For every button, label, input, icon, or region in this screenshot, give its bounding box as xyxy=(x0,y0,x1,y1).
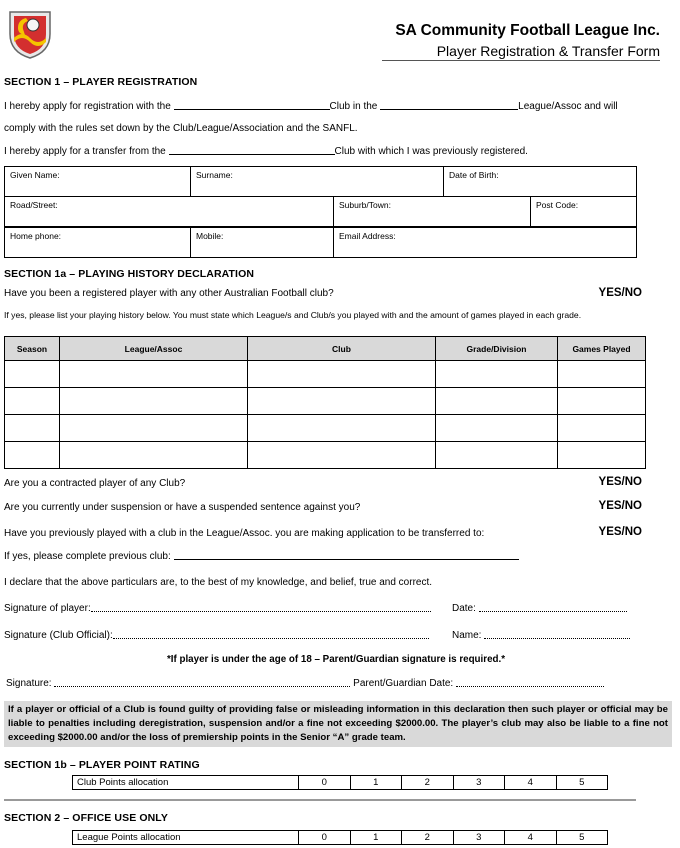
suspension-yes-no[interactable]: YES/NO xyxy=(598,500,642,512)
history-instruction: If yes, please list your playing history below. You must state which League/s and Club/s you played with and the amount of games played in each grade. xyxy=(4,310,582,320)
table-row xyxy=(5,415,646,442)
col-club: Club xyxy=(248,337,436,361)
club-points-2[interactable]: 2 xyxy=(402,776,454,790)
prior-club-question: Have you been a registered player with any other Australian Football club? xyxy=(4,288,334,299)
registration-line-2: comply with the rules set down by the Club/League/Association and the SANFL. xyxy=(4,123,358,134)
section2-title: SECTION 2 – OFFICE USE ONLY xyxy=(4,812,168,824)
guardian-signature-line xyxy=(6,678,604,689)
league-points-2[interactable]: 2 xyxy=(402,831,454,845)
given-name-field[interactable]: Given Name: xyxy=(5,167,191,197)
surname-field[interactable]: Surname: xyxy=(191,167,444,197)
road-field[interactable]: Road/Street: xyxy=(5,197,334,227)
col-season: Season xyxy=(5,337,60,361)
previous-club-field[interactable] xyxy=(174,550,519,560)
contracted-question: Are you a contracted player of any Club? xyxy=(4,478,186,489)
club-cell[interactable] xyxy=(248,361,436,388)
club-cell[interactable] xyxy=(248,415,436,442)
club-points-1[interactable]: 1 xyxy=(350,776,402,790)
col-league: League/Assoc xyxy=(60,337,248,361)
games-cell[interactable] xyxy=(558,361,646,388)
prior-club-yes-no[interactable]: YES/NO xyxy=(598,287,642,299)
address-table xyxy=(4,196,637,227)
official-signature-label: Signature (Club Official): xyxy=(4,630,113,641)
official-name-label: Name: xyxy=(452,630,482,641)
table-row xyxy=(5,388,646,415)
postcode-field[interactable]: Post Code: xyxy=(531,197,637,227)
guardian-signature-label: Signature: xyxy=(6,678,52,689)
games-cell[interactable] xyxy=(558,442,646,469)
suburb-field[interactable]: Suburb/Town: xyxy=(334,197,531,227)
league-cell[interactable] xyxy=(60,361,248,388)
league-cell[interactable] xyxy=(60,442,248,469)
table-row xyxy=(5,442,646,469)
player-signature-field[interactable] xyxy=(91,603,431,612)
registration-text-b: Club in the xyxy=(329,101,378,112)
transfer-text-b: Club with which I was previously registered. xyxy=(334,146,528,157)
player-signature-label: Signature of player: xyxy=(4,603,91,614)
form-header xyxy=(4,0,672,68)
club-cell[interactable] xyxy=(248,442,436,469)
previous-club-line xyxy=(4,550,519,562)
league-cell[interactable] xyxy=(60,388,248,415)
email-field[interactable]: Email Address: xyxy=(334,228,637,258)
registration-text-a: I hereby apply for registration with the xyxy=(4,101,171,112)
league-points-5[interactable]: 5 xyxy=(556,831,608,845)
transfer-club-field[interactable] xyxy=(169,145,335,155)
transfer-text-a: I hereby apply for a transfer from the xyxy=(4,146,166,157)
league-shield-logo xyxy=(8,8,52,60)
club-points-4[interactable]: 4 xyxy=(505,776,557,790)
previous-league-yes-no[interactable]: YES/NO xyxy=(598,526,642,538)
league-points-4[interactable]: 4 xyxy=(505,831,557,845)
grade-cell[interactable] xyxy=(436,361,558,388)
registration-club-field[interactable] xyxy=(174,100,330,110)
section1b-title: SECTION 1b – PLAYER POINT RATING xyxy=(4,759,200,771)
player-date-label: Date: xyxy=(452,603,476,614)
player-signature-line xyxy=(4,603,431,614)
club-points-5[interactable]: 5 xyxy=(556,776,608,790)
guardian-date-label: Parent/Guardian Date: xyxy=(353,678,454,689)
registration-league-field[interactable] xyxy=(380,100,518,110)
playing-history-table xyxy=(4,336,646,469)
mobile-field[interactable]: Mobile: xyxy=(191,228,334,258)
club-points-0[interactable]: 0 xyxy=(299,776,351,790)
previous-club-label: If yes, please complete previous club: xyxy=(4,551,171,562)
league-points-3[interactable]: 3 xyxy=(453,831,505,845)
league-points-1[interactable]: 1 xyxy=(350,831,402,845)
header-divider xyxy=(382,60,660,61)
league-points-label: League Points allocation xyxy=(73,831,299,845)
official-signature-line xyxy=(4,630,429,641)
season-cell[interactable] xyxy=(5,388,60,415)
form-title: Player Registration & Transfer Form xyxy=(436,43,660,59)
season-cell[interactable] xyxy=(5,442,60,469)
player-date-line xyxy=(452,603,627,614)
league-points-0[interactable]: 0 xyxy=(299,831,351,845)
official-name-field[interactable] xyxy=(484,630,630,639)
games-cell[interactable] xyxy=(558,415,646,442)
table-row xyxy=(5,361,646,388)
club-points-3[interactable]: 3 xyxy=(453,776,505,790)
under-18-notice: *If player is under the age of 18 – Parent/Guardian signature is required.* xyxy=(166,654,506,665)
guardian-date-field[interactable] xyxy=(456,678,604,687)
suspension-question: Are you currently under suspension or have a suspended sentence against you? xyxy=(4,502,361,513)
games-cell[interactable] xyxy=(558,388,646,415)
declaration-text: I declare that the above particulars are, to the best of my knowledge, and belief, true and correct. xyxy=(4,577,433,588)
grade-cell[interactable] xyxy=(436,442,558,469)
grade-cell[interactable] xyxy=(436,415,558,442)
org-name: SA Community Football League Inc. xyxy=(395,22,660,39)
club-points-label: Club Points allocation xyxy=(73,776,299,790)
player-date-field[interactable] xyxy=(479,603,627,612)
grade-cell[interactable] xyxy=(436,388,558,415)
club-cell[interactable] xyxy=(248,388,436,415)
player-details-table xyxy=(4,166,637,197)
home-phone-field[interactable]: Home phone: xyxy=(5,228,191,258)
transfer-line xyxy=(4,145,528,157)
col-games: Games Played xyxy=(558,337,646,361)
guardian-signature-field[interactable] xyxy=(54,678,350,687)
league-cell[interactable] xyxy=(60,415,248,442)
registration-line-1 xyxy=(4,100,618,112)
history-header-row xyxy=(5,337,646,361)
penalty-warning: If a player or official of a Club is found guilty of providing false or misleading information in this declaration then such player or official may be liable to penalties including deregistration, suspension and/or a fine not exceeding $2000.00. The player’s club may also be liable to a fine not exceeding $2000.00 and/or the loss of premiership points in the Senior “A” grade team. xyxy=(4,701,672,747)
registration-text-c: League/Assoc and will xyxy=(518,101,618,112)
section1a-title: SECTION 1a – PLAYING HISTORY DECLARATION xyxy=(4,268,255,280)
club-points-table xyxy=(72,775,608,790)
dob-field[interactable]: Date of Birth: xyxy=(444,167,637,197)
contact-table xyxy=(4,227,637,258)
contracted-yes-no[interactable]: YES/NO xyxy=(598,476,642,488)
season-cell[interactable] xyxy=(5,361,60,388)
section-divider xyxy=(4,799,636,801)
league-points-table xyxy=(72,830,608,845)
official-signature-field[interactable] xyxy=(113,630,429,639)
official-name-line xyxy=(452,630,630,641)
col-grade: Grade/Division xyxy=(436,337,558,361)
season-cell[interactable] xyxy=(5,415,60,442)
previous-league-question: Have you previously played with a club in the League/Assoc. you are making application to be transferred to: xyxy=(4,528,485,539)
section1-title: SECTION 1 – PLAYER REGISTRATION xyxy=(4,76,198,88)
